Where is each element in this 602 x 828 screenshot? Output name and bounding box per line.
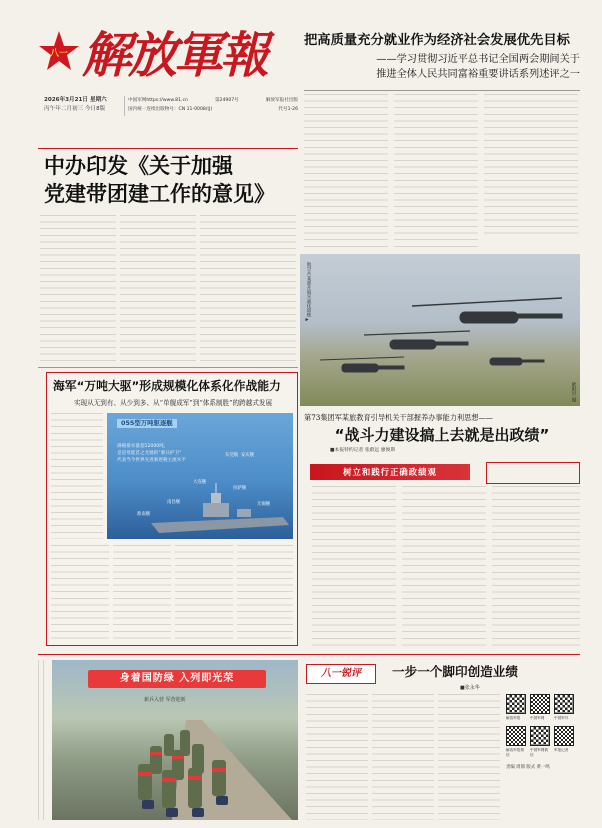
ship-label-6: 无锡舰 [257,502,271,507]
commentary-label [306,664,376,684]
story-73-col-1 [312,486,396,650]
recruits-subcaption: 新兵入营 军营迎新 [144,697,186,703]
qr-label-5: 中国军网微信 [530,748,548,757]
navy-feature-box [46,372,298,646]
issue-date: 2026年3月21日 星期六 [44,97,107,103]
distribution-code: 代号1-26 [278,107,298,112]
qr-sidebar [506,694,580,820]
lead-subtitle-1: ——学习贯彻习近平总书记全国两会期间关于 [376,54,580,65]
main-headline-line-1: 中办印发《关于加强 [44,154,233,178]
headline-body-col-1 [40,215,116,363]
infographic-text-2: 是是母能首之尤驰的“驱日护卫” [117,451,182,456]
section-banner-text: 树立和践行正确政绩观 [343,467,437,477]
story-73-title[interactable]: “战斗力建设搞上去就是出政绩” [334,426,550,444]
qr-label-1: 解放军报 [506,716,521,720]
commentary-col-1 [306,694,368,820]
qr-label-2: 中国军网 [530,716,545,720]
section-banner [310,464,470,480]
qr-label-4: 解放军报微信 [506,748,524,757]
qr-label-6: 军报记者 [554,748,569,753]
story-73 [304,412,580,455]
star-emblem [38,30,80,72]
feature-body-col-3 [175,545,233,641]
commentary-author: ■张永华 [460,685,480,691]
website-link[interactable]: 中国军网https://www.81.cn [128,98,188,103]
issue-number: 第24907号 [214,98,239,103]
qr-code-4[interactable] [506,726,526,746]
qr-code-6[interactable] [554,726,574,746]
feature-body-col-4 [237,545,293,641]
story-73-quote-box [486,462,580,484]
infographic-text-3: 代表当今世界先进驱逐舰主流水平 [117,458,186,463]
story-73-col-3 [492,486,580,650]
lead-body-col-2 [394,94,478,250]
recruits-banner: 身着国防绿 入列即光荣 [88,670,266,688]
svg-text:▲: ▲ [305,318,310,322]
feature-subtitle: 实现从无到有、从少到多、从“单舰成军”到“体系制胜”的跨越式发展 [73,399,273,407]
feature-body-col-1 [51,545,109,641]
qr-code-3[interactable] [554,694,574,714]
headline-body-col-3 [200,215,296,363]
main-headline[interactable] [44,152,298,208]
lead-headline[interactable]: 把高质量充分就业作为经济社会发展优先目标 [304,33,570,48]
lead-body-col-3 [484,94,578,234]
ship-label-5: 南昌舰 [167,500,181,505]
commentary-title[interactable]: 一步一个脚印创造业绩 [392,664,518,679]
helicopter-photo[interactable] [300,254,580,406]
ship-label-2: 安庆舰 [240,453,255,458]
feature-title[interactable]: 海军“万吨大驱”形成规模化体系化作战能力 [53,379,281,393]
photo-caption-vertical: 航空兵某部开展实战化训练 [306,262,311,318]
photo-credit: 欧阳贝 摄 [571,382,576,402]
qr-label-3: 中国军号 [554,716,569,720]
commentary-col-2 [372,694,434,820]
ship-label-7: 淮南舰 [137,512,151,517]
qr-code-2[interactable] [530,694,550,714]
masthead [38,26,298,126]
recruits-photo[interactable] [52,660,298,820]
qr-code-1[interactable] [506,694,526,714]
infographic-text-1: 满载排水量超12000吨， [117,444,169,449]
commentary-col-3 [438,694,500,820]
qr-code-5[interactable] [530,726,550,746]
feature-body-left [51,413,103,539]
destroyer-infographic[interactable] [107,413,293,539]
edition-credits: 责编 周锦 版式 黄一鸣 [506,765,550,771]
story-73-byline: ■本报特约记者 张蔚远 廖俊斯 [330,448,396,453]
newspaper-title: 解放軍報 [82,26,267,84]
svg-text:八一: 八一 [49,49,69,59]
publisher: 解放军报社出版 [265,98,298,103]
photo-side-text [38,660,48,820]
commentary-label-text: 八一锐评 [321,668,361,679]
lead-subtitle-2: 推进全体人民共同富裕重要讲话系列述评之一 [376,69,580,80]
infographic-title: 055型万吨驱逐舰 [117,419,177,428]
ship-label-1: 东莞航 [225,453,239,458]
story-73-col-2 [402,486,486,650]
lunar-date: 丙午年二月初三 今日8版 [44,106,106,112]
lead-body-col-1 [304,94,388,250]
headline-body-col-2 [120,215,196,363]
story-73-kicker: 第73集团军某旅教育引导机关干部握养办事能力利思想—— [304,413,493,422]
main-headline-line-2: 党建带团建工作的意见》 [44,182,275,206]
ship-label-3: 大连舰 [193,480,207,485]
cn-number: 国内统一连续出版物号：CN 11-0008/(J) [128,107,213,112]
ship-label-4: 拉萨舰 [233,486,247,491]
feature-body-col-2 [113,545,171,641]
